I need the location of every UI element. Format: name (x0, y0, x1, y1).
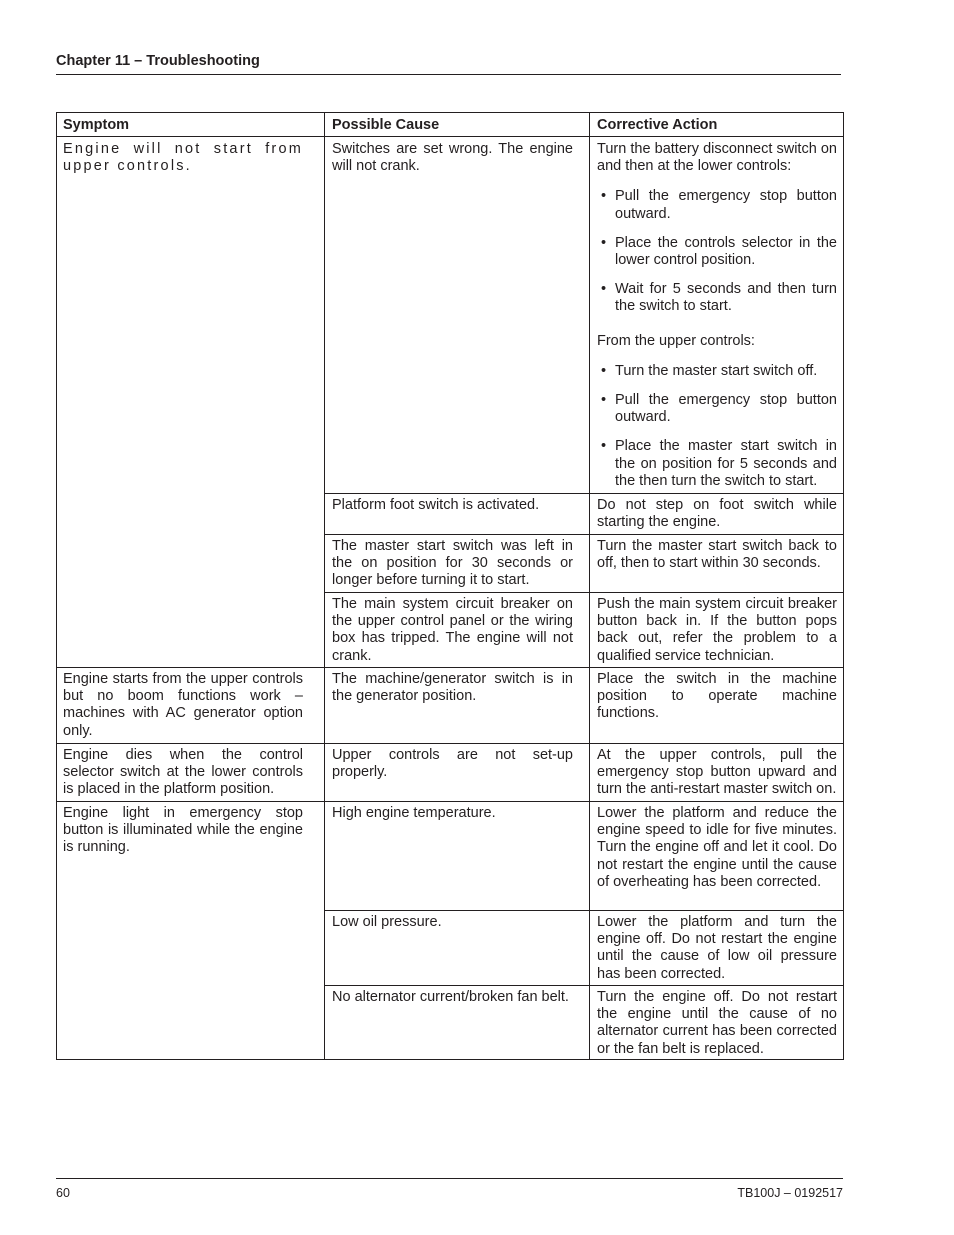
cause-cell: Platform foot switch is activated. (332, 497, 540, 513)
action-subheading: From the upper controls: (597, 332, 755, 349)
action-cell: Push the main system circuit breaker button back in. If the button pops back out, refer the problem to a qualified service technician. (597, 596, 837, 664)
action-step: • Pull the emergency stop button outward. (597, 188, 837, 222)
action-cell: Lower the platform and turn the engine off. Do not restart the engine until the cause of low oil pressure has been corrected. (597, 914, 837, 982)
action-step: • Pull the emergency stop button outward. (597, 392, 837, 426)
action-cell: Turn the engine off. Do not restart the engine until the cause of no alternator current has been corrected or the fan belt is replaced. (597, 989, 837, 1057)
cause-cell: Upper controls are not set-up properly. (332, 747, 573, 781)
footer-divider (56, 1178, 843, 1179)
row-divider (324, 592, 843, 593)
row-divider (57, 801, 843, 802)
row-divider (57, 743, 843, 744)
action-step: • Place the master start switch in the on position for 5 seconds and the then turn the switch to start. (597, 438, 837, 490)
action-cell: Place the switch in the machine position to operate machine functions. (597, 671, 837, 722)
action-cell: Do not step on foot switch while starting the engine. (597, 497, 837, 531)
row-divider (324, 910, 843, 911)
header-action: Corrective Action (597, 117, 718, 133)
symptom-text: Engine will not start from upper controls. (63, 141, 303, 175)
action-cell (597, 141, 837, 490)
chapter-title: Chapter 11 – Troubleshooting (56, 53, 260, 69)
col-divider-action (589, 113, 590, 1059)
header-row-divider (57, 136, 843, 137)
cause-cell: No alternator current/broken fan belt. (332, 989, 569, 1005)
row-divider (324, 493, 843, 494)
action-intro: Turn the battery disconnect switch on and then at the lower controls: (597, 141, 837, 175)
symptom-cell: Engine dies when the control selector switch at the lower controls is placed in the platform position. (63, 747, 303, 798)
action-cell: Turn the master start switch back to off, then to start within 30 seconds. (597, 538, 837, 572)
header-cause: Possible Cause (332, 117, 440, 133)
action-step: • Turn the master start switch off. (597, 363, 837, 380)
cause-cell: High engine temperature. (332, 805, 496, 821)
header-symptom: Symptom (63, 117, 130, 133)
action-cell: Lower the platform and reduce the engine speed to idle for five minutes. Turn the engine off and let it cool. Do not restart the engine until the cause of overheating has been corrected. (597, 805, 837, 890)
symptom-cell (63, 141, 303, 175)
row-divider (324, 985, 843, 986)
troubleshooting-table (56, 112, 844, 1060)
document-id: TB100J – 0192517 (737, 1186, 843, 1200)
cause-cell: The main system circuit breaker on the upper control panel or the wiring box has tripped. The engine will not crank. (332, 596, 573, 664)
header-divider (56, 74, 841, 75)
symptom-cell: Engine light in emergency stop button is illuminated while the engine is running. (63, 805, 303, 856)
action-steps-lower (597, 188, 837, 315)
action-cell: At the upper controls, pull the emergency stop button upward and turn the anti-restart master switch on. (597, 747, 837, 798)
cause-cell: The machine/generator switch is in the generator position. (332, 671, 573, 705)
symptom-cell: Engine starts from the upper controls but no boom functions work – machines with AC generator option only. (63, 671, 303, 739)
row-divider (57, 667, 843, 668)
row-divider (324, 534, 843, 535)
action-step: • Wait for 5 seconds and then turn the switch to start. (597, 281, 837, 315)
action-steps-upper (597, 363, 837, 490)
action-step: • Place the controls selector in the lower control position. (597, 235, 837, 269)
page-number: 60 (56, 1186, 70, 1200)
col-divider-cause (324, 113, 325, 1059)
cause-cell: Switches are set wrong. The engine will not crank. (332, 141, 573, 175)
cause-cell: Low oil pressure. (332, 914, 442, 930)
cause-cell: The master start switch was left in the on position for 30 seconds or longer before turning it to start. (332, 538, 573, 589)
